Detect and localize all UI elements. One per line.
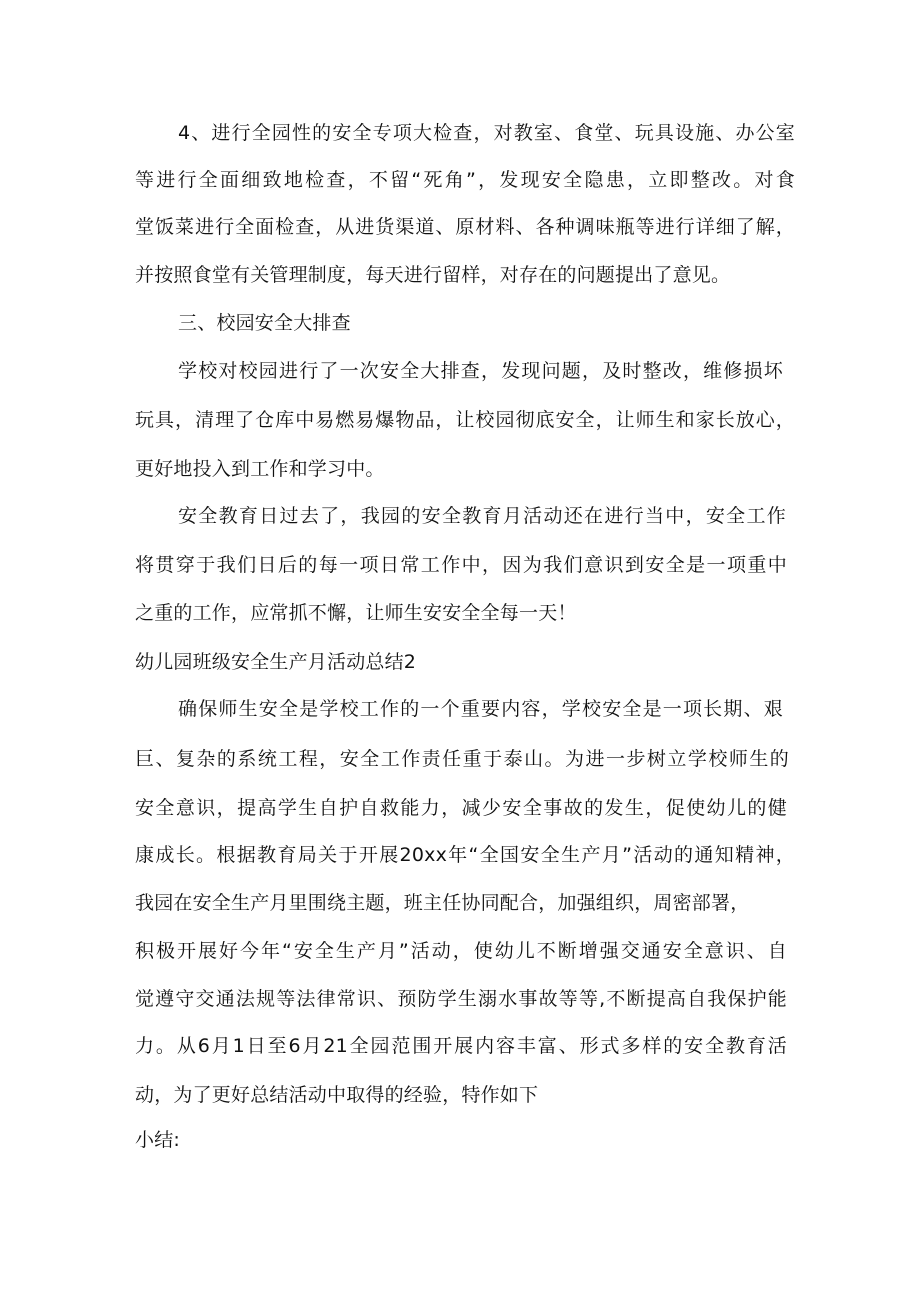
text-line: 康成长。根据教育局关于开展20xx年“全国安全生产月”活动的通知精神， [135,844,795,866]
text-line: 堂饭菜进行全面检查，从进货渠道、原材料、各种调味瓶等进行详细了解， [135,216,795,238]
text-line: 4、进行全园性的安全专项大检查，对教室、食堂、玩具设施、办公室 [178,122,795,144]
text-line: 更好地投入到工作和学习中。 [135,458,385,480]
text-line: 将贯穿于我们日后的每一项日常工作中，因为我们意识到安全是一项重中 [135,554,787,576]
text-line: 学校对校园进行了一次安全大排查，发现问题，及时整改，维修损坏 [178,360,783,382]
text-line: 动，为了更好总结活动中取得的经验，特作如下 [135,1084,539,1106]
text-line: 安全意识，提高学生自护自救能力，减少安全事故的发生，促使幼儿的健 [135,797,787,819]
text-line: 力。从6月1日至6月21全园范围开展内容丰富、形式多样的安全教育活 [135,1035,787,1057]
section-title: 幼儿园班级安全生产月活动总结2 [135,651,417,673]
text-line: 确保师生安全是学校工作的一个重要内容，学校安全是一项长期、艰 [178,698,783,720]
text-line: 小结: [135,1129,181,1151]
text-line: 我园在安全生产月里围绕主题，班主任协同配合，加强组织，周密部署， [135,892,750,914]
text-line: 之重的工作，应常抓不懈，让师生安安全全每一天！ [135,602,577,624]
text-line: 等进行全面细致地检查，不留“死角”，发现安全隐患，立即整改。对食 [135,169,795,191]
text-line: 玩具，清理了仓库中易燃易爆物品，让校园彻底安全，让师生和家长放心， [135,409,795,431]
text-line: 觉遵守交通法规等法律常识、预防学生溺水事故等等,不断提高自我保护能 [135,988,787,1010]
text-line: 巨、复杂的系统工程，安全工作责任重于泰山。为进一步树立学校师生的 [135,748,789,770]
text-line: 并按照食堂有关管理制度，每天进行留样，对存在的问题提出了意见。 [135,264,731,286]
section-heading: 三、校园安全大排查 [178,312,351,334]
text-line: 安全教育日过去了，我园的安全教育月活动还在进行当中，安全工作 [178,505,786,527]
text-line: 积极开展好今年“安全生产月”活动，使幼儿不断增强交通安全意识、自 [135,940,787,962]
